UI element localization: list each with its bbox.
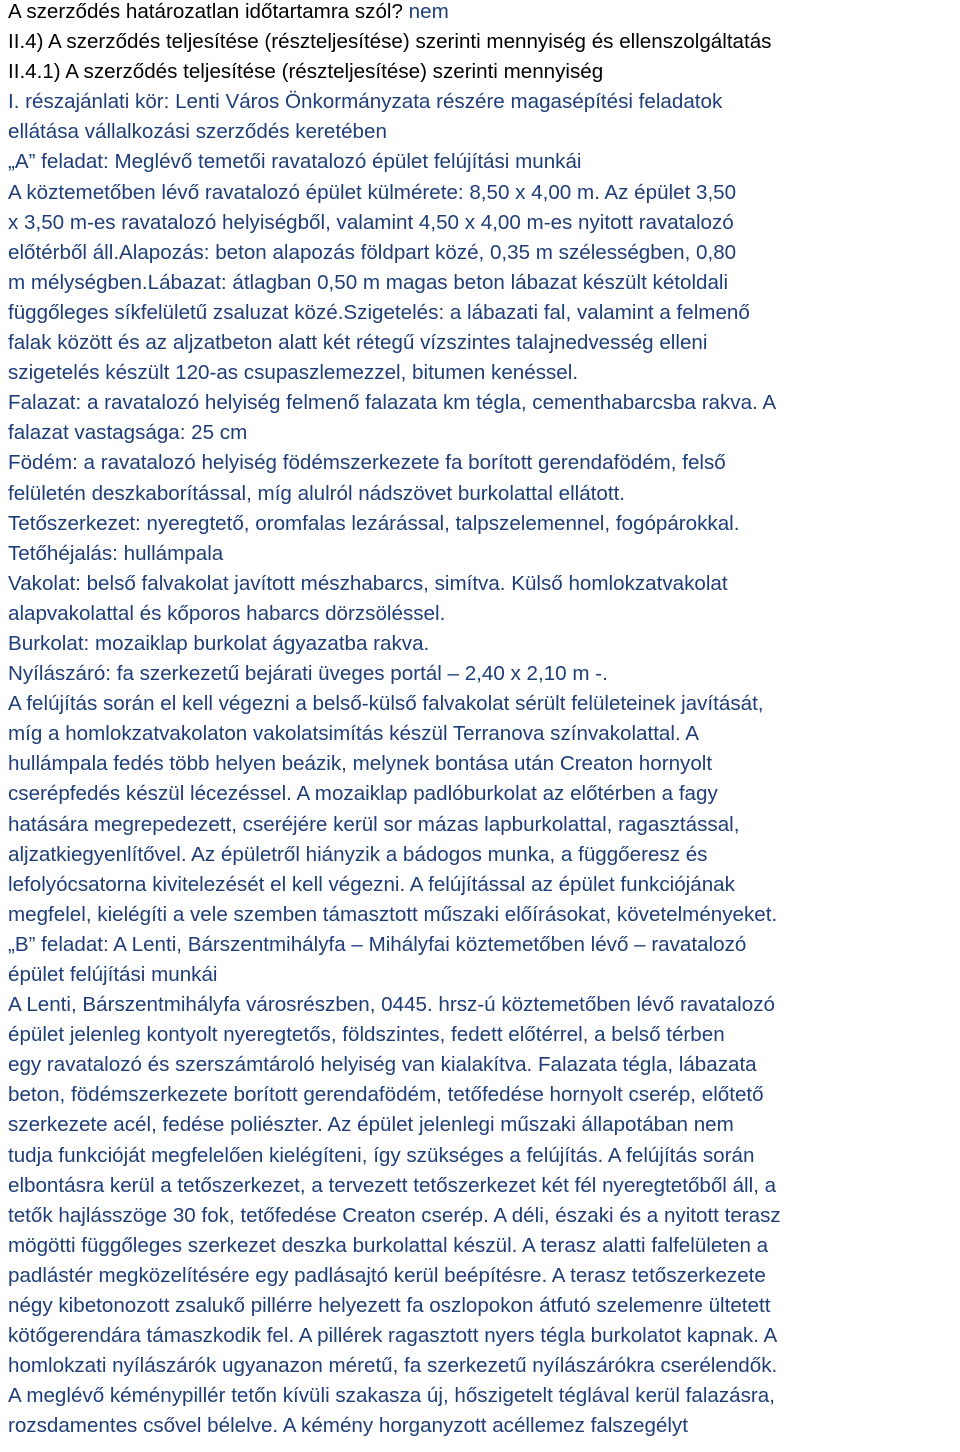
body-text-line: Burkolat: mozaiklap burkolat ágyazatba rakva. bbox=[8, 631, 430, 655]
section-heading-ii41: II.4.1) A szerződés teljesítése (részteljesítése) szerinti mennyiség bbox=[8, 60, 604, 84]
body-text-line: tetők hajlásszöge 30 fok, tetőfedése Creaton cserép. A déli, északi és a nyitott terasz bbox=[8, 1203, 781, 1227]
body-text-line: aljzatkiegyenlítővel. Az épületről hiányzik a bádogos munka, a függőeresz és bbox=[8, 842, 708, 866]
body-text-line: szerkezete acél, fedése poliészter. Az épület jelenlegi műszaki állapotában nem bbox=[8, 1113, 734, 1137]
body-text-line: négy kibetonozott zsalukő pillérre helyezett fa oszlopokon átfutó szelemenre ültetett bbox=[8, 1294, 771, 1318]
body-text-line: Tetőhéjalás: hullámpala bbox=[8, 541, 224, 565]
body-text-line: Tetőszerkezet: nyeregtető, oromfalas lezárással, talpszelemennel, fogópárokkal. bbox=[8, 511, 740, 535]
body-text-line: előtérből áll.Alapozás: beton alapozás földpart közé, 0,35 m szélességben, 0,80 bbox=[8, 240, 737, 264]
body-text-line: hullámpala fedés több helyen beázik, melynek bontása után Creaton hornyolt bbox=[8, 752, 713, 776]
body-text-line: elbontásra kerül a tetőszerkezet, a tervezett tetőszerkezet két fél nyeregtetőből áll, a bbox=[8, 1173, 777, 1197]
body-text-line: I. részajánlati kör: Lenti Város Önkormányzata részére magasépítési feladatok bbox=[8, 90, 723, 114]
body-text-line: A meglévő kéménypillér tetőn kívüli szakasza új, hőszigetelt téglával kerül falazásra, bbox=[8, 1384, 775, 1408]
body-text-line: függőleges síkfelületű zsaluzat közé.Szigetelés: a lábazati fal, valamint a felmenő bbox=[8, 300, 750, 324]
body-text-line: kötőgerendára támaszkodik fel. A pillérek ragasztott nyers tégla burkolatot kapnak. A bbox=[8, 1324, 778, 1348]
body-text-line: padlástér megközelítésére egy padlásajtó kerül beépítésre. A terasz tetőszerkezete bbox=[8, 1263, 766, 1287]
body-text-line: felületén deszkaborítással, míg alulról nádszövet burkolattal ellátott. bbox=[8, 481, 626, 505]
body-text-line: alapvakolattal és kőporos habarcs dörzsöléssel. bbox=[8, 601, 446, 625]
body-text-line: A köztemetőben lévő ravatalozó épület külmérete: 8,50 x 4,00 m. Az épület 3,50 bbox=[8, 180, 737, 204]
body-text-line: beton, födémszerkezete borított gerendafödém, tetőfedése hornyolt cserép, előtető bbox=[8, 1083, 764, 1107]
body-text-line: megfelel, kielégíti a vele szemben támasztott műszaki előírásokat, követelményeket. bbox=[8, 902, 778, 926]
duration-question-line bbox=[8, 0, 956, 27]
body-text-line: épület felújítási munkái bbox=[8, 963, 218, 986]
duration-question-label: A szerződés határozatlan időtartamra szól? bbox=[8, 0, 403, 23]
body-text-line: egy ravatalozó és szerszámtároló helyiség van kialakítva. Falazata tégla, lábazata bbox=[8, 1053, 757, 1077]
body-text-line: „A” feladat: Meglévő temetői ravatalozó épület felújítási munkái bbox=[8, 150, 582, 174]
body-text-line: m mélységben.Lábazat: átlagban 0,50 m magas beton lábazat készült kétoldali bbox=[8, 270, 729, 294]
body-text-line: homlokzati nyílászárók ugyanazon méretű, fa szerkezetű nyílászárókra cserélendők. bbox=[8, 1354, 778, 1378]
body-text-line: rozsdamentes csővel bélelve. A kémény horganyzott acéllemez falszegélyt bbox=[8, 1414, 688, 1438]
body-text-line: falazat vastagsága: 25 cm bbox=[8, 421, 248, 445]
body-text-line: mögötti függőleges szerkezet deszka burkolattal készül. A terasz alatti falfelületen a bbox=[8, 1233, 769, 1257]
body-text-line: Vakolat: belső falvakolat javított mészhabarcs, simítva. Külső homlokzatvakolat bbox=[8, 571, 728, 595]
body-text-line: Falazat: a ravatalozó helyiség felmenő falazata km tégla, cementhabarcsba rakva. A bbox=[8, 391, 777, 415]
body-text-line: lefolyócsatorna kivitelezését el kell végezni. A felújítással az épület funkciójának bbox=[8, 872, 735, 896]
body-text-line: Nyílászáró: fa szerkezetű bejárati üveges portál – 2,40 x 2,10 m -. bbox=[8, 662, 608, 686]
body-text-line: A Lenti, Bárszentmihályfa városrészben, 0445. hrsz-ú köztemetőben lévő ravatalozó bbox=[8, 993, 775, 1017]
body-text-line: szigetelés készült 120-as csupaszlemezzel, bitumen kenéssel. bbox=[8, 361, 579, 385]
body-text-line: x 3,50 m-es ravatalozó helyiségből, valamint 4,50 x 4,00 m-es nyitott ravatalozó bbox=[8, 210, 734, 234]
body-text-line: ellátása vállalkozási szerződés keretében bbox=[8, 120, 387, 144]
body-text-line: falak között és az aljzatbeton alatt két rétegű vízszintes talajnedvesség elleni bbox=[8, 331, 708, 355]
body-text-line: A felújítás során el kell végezni a belső-külső falvakolat sérült felületeinek javítását, bbox=[8, 692, 764, 716]
section-heading-ii4: II.4) A szerződés teljesítése (részteljesítése) szerinti mennyiség és ellenszolgáltatás bbox=[8, 30, 772, 54]
body-text-line: épület jelenleg kontyolt nyeregtetős, földszintes, fedett előtérrel, a belső térben bbox=[8, 1023, 725, 1047]
body-text-line: cserépfedés készül lécezéssel. A mozaiklap padlóburkolat az előtérben a fagy bbox=[8, 782, 718, 806]
body-text-line: tudja funkcióját megfelelően kielégíteni, így szükséges a felújítás. A felújítás során bbox=[8, 1143, 755, 1167]
duration-question-answer: nem bbox=[408, 0, 449, 23]
body-text-line: Födém: a ravatalozó helyiség födémszerkezete fa borított gerendafödém, felső bbox=[8, 451, 726, 475]
body-text-line: hatására megrepedezett, cseréjére kerül sor mázas lapburkolattal, ragasztással, bbox=[8, 812, 740, 836]
body-text-line: míg a homlokzatvakolaton vakolatsimítás készül Terranova színvakolattal. A bbox=[8, 722, 699, 746]
section-body bbox=[8, 87, 956, 1441]
body-text-line: „B” feladat: A Lenti, Bárszentmihályfa – Mihályfai köztemetőben lévő – ravatalozó bbox=[8, 932, 747, 956]
